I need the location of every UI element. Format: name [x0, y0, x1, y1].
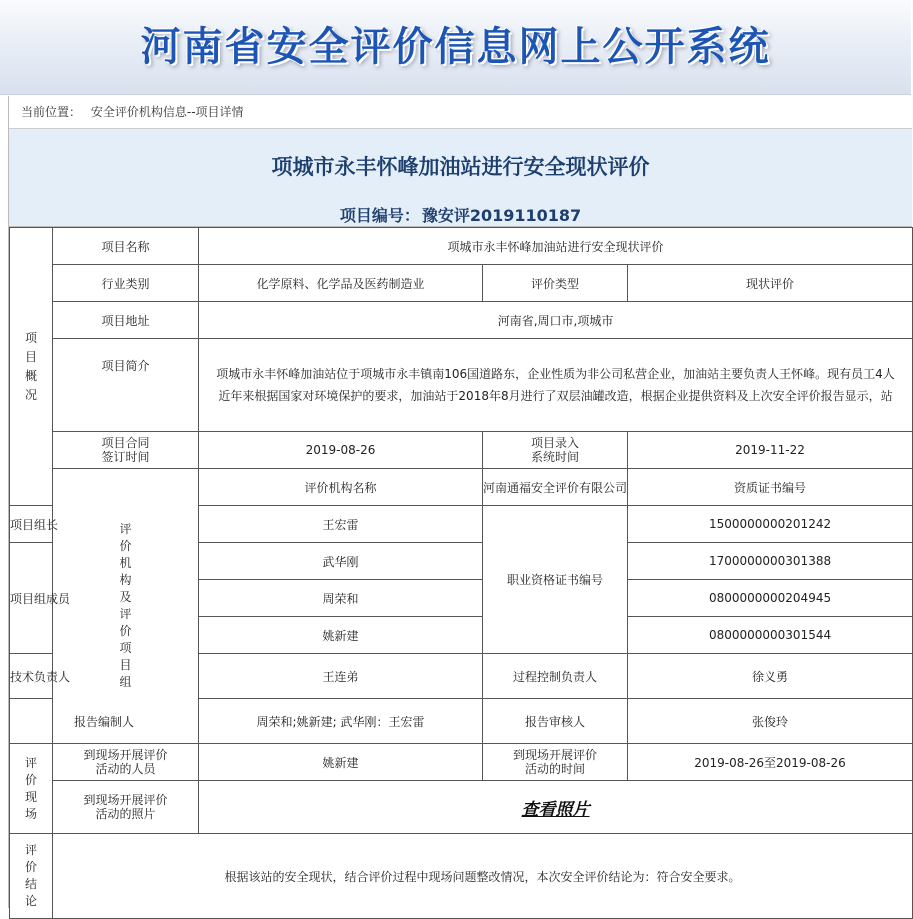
project-number: 豫安评2019110187 [421, 206, 582, 225]
project-title: 项城市永丰怀峰加油站进行安全现状评价 [271, 155, 650, 179]
eval-type-value: 现状评价 [628, 265, 913, 302]
project-header [9, 129, 912, 227]
process-lead-label: 过程控制负责人 [483, 654, 628, 699]
site-time-value: 2019-08-26至2019-08-26 [628, 744, 913, 781]
intro-line-1: 项城市永丰怀峰加油站位于项城市永丰镇南106国道路东，企业性质为非公司私营企业，加油站主要负责人王怀峰。现有员工4人 [216, 367, 895, 381]
breadcrumb-separator: -- [186, 105, 196, 119]
qual-cert-label: 职业资格证书编号 [483, 506, 628, 654]
breadcrumb-prefix: 当前位置： [21, 105, 82, 119]
entry-time-value: 2019-11-22 [628, 432, 913, 469]
site-people-label: 到现场开展评价 活动的人员 [53, 744, 199, 781]
site-photo-label: 到现场开展评价 活动的照片 [53, 781, 199, 834]
entry-time-label: 项目录入 系统时间 [483, 432, 628, 469]
conclusion-side-label: 评 价 结 论 [10, 834, 53, 919]
eval-type-label: 评价类型 [483, 265, 628, 302]
intro-label: 项目简介 [53, 339, 199, 432]
cert-label: 资质证书编号 [628, 469, 913, 506]
breadcrumb-section-link[interactable]: 安全评价机构信息 [90, 105, 187, 119]
site-title: 河南省安全评价信息网上公开系统 [140, 24, 771, 70]
view-photos-link[interactable]: 查看照片 [521, 799, 590, 820]
member-name: 周荣和 [199, 580, 483, 617]
leader-label: 项目组长 [10, 506, 53, 543]
content-panel [8, 96, 912, 908]
site-photo-cell [199, 781, 913, 834]
qual-cert-number: 1500000000201242 [628, 506, 913, 543]
address-value: 河南省,周口市,项城市 [199, 302, 913, 339]
breadcrumb [9, 96, 912, 129]
report-author-label: 报告编制人 [10, 699, 199, 744]
leader-value: 王宏雷 [199, 506, 483, 543]
contract-time-value: 2019-08-26 [199, 432, 483, 469]
site-time-label: 到现场开展评价 活动的时间 [483, 744, 628, 781]
org-name-value: 河南通福安全评价有限公司 [483, 469, 628, 506]
industry-label: 行业类别 [53, 265, 199, 302]
breadcrumb-current: 项目详情 [195, 105, 244, 119]
tech-lead-value: 王连弟 [199, 654, 483, 699]
report-reviewer-label: 报告审核人 [483, 699, 628, 744]
org-name-label: 评价机构名称 [199, 469, 483, 506]
member-name: 武华刚 [199, 543, 483, 580]
site-banner [0, 0, 911, 95]
project-number-label: 项目编号： [339, 206, 420, 225]
qual-cert-number: 1700000000301388 [628, 543, 913, 580]
members-label: 项目组成员 [10, 543, 53, 654]
member-name: 姚新建 [199, 617, 483, 654]
project-detail-table [9, 227, 913, 919]
qual-cert-number: 0800000000301544 [628, 617, 913, 654]
contract-time-label: 项目合同 签订时间 [53, 432, 199, 469]
qual-cert-number: 0800000000204945 [628, 580, 913, 617]
intro-line-2: 近年来根据国家对环境保护的要求，加油站于2018年8月进行了双层油罐改造，根据企业提供资料及上次安全评价报告显示，站 [218, 389, 893, 403]
overview-side-label: 项 目 概 况 [10, 228, 53, 506]
tech-lead-label: 技术负责人 [10, 654, 53, 699]
project-number-line [9, 181, 912, 226]
report-reviewer-value: 张俊玲 [628, 699, 913, 744]
intro-text [199, 339, 913, 432]
report-author-value: 周荣和;姚新建; 武华刚：王宏雷 [199, 699, 483, 744]
address-label: 项目地址 [53, 302, 199, 339]
process-lead-value: 徐义勇 [628, 654, 913, 699]
org-side-label: 评 价 机 构 及 评 价 项 目 组 [53, 469, 199, 744]
industry-value: 化学原料、化学品及医药制造业 [199, 265, 483, 302]
project-name-label: 项目名称 [53, 228, 199, 265]
site-people-value: 姚新建 [199, 744, 483, 781]
conclusion-text: 根据该站的安全现状，结合评价过程中现场问题整改情况，本次安全评价结论为：符合安全要求。 [53, 834, 913, 919]
site-eval-side-label: 评 价 现 场 [10, 744, 53, 834]
project-name-value: 项城市永丰怀峰加油站进行安全现状评价 [199, 228, 913, 265]
